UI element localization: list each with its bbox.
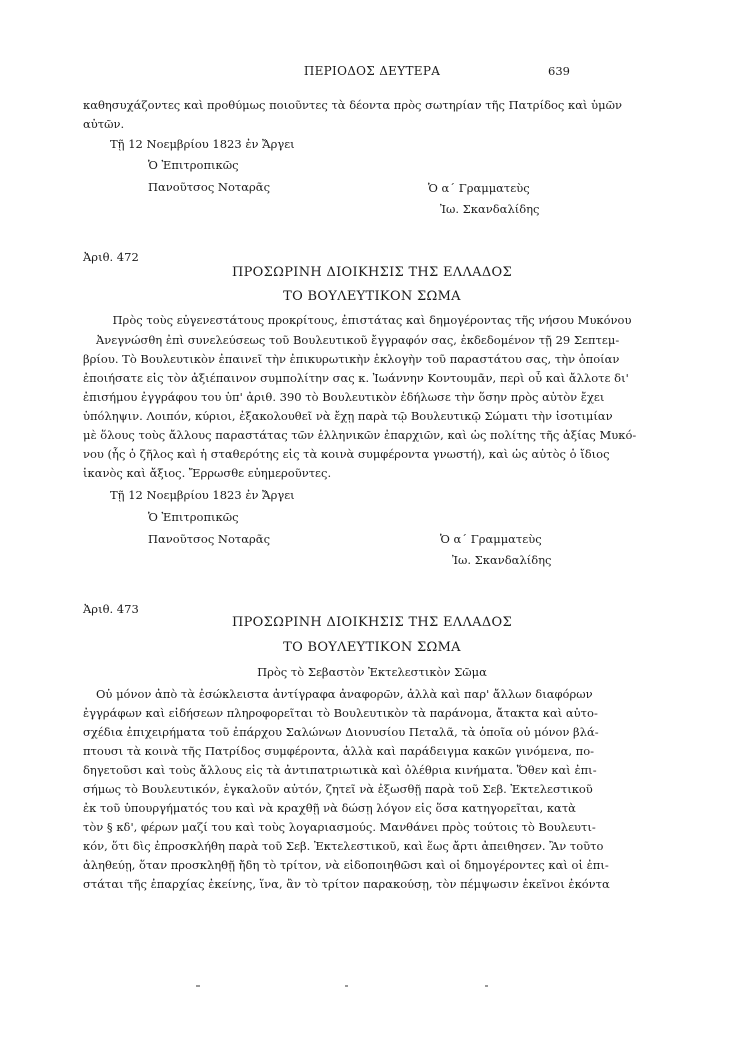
document-heading: ΠΡΟΣΩΡΙΝΗ ΔΙΟΙΚΗΣΙΣ ΤΗΣ ΕΛΛΑΔΟΣ <box>232 615 512 630</box>
document-number: Ἀριθ. 473 <box>83 602 139 616</box>
body-line: Οὐ μόνον ἀπὸ τὰ ἐσώκλειστα ἀντίγραφα ἀναφορῶν, ἀλλὰ καὶ παρ' ἄλλων διαφόρων <box>96 687 593 701</box>
body-line: Ἀνεγνώσθη ἐπὶ συνελεύσεως τοῦ Βουλευτικοῦ ἔγγραφόν σας, ἐκδεδομένον τῇ 29 Σεπτεμ- <box>96 333 620 347</box>
scan-mark <box>345 985 348 987</box>
signature-left-title: Ὁ Ἐπιτροπικῶς <box>148 510 239 524</box>
scan-mark <box>196 985 200 987</box>
scan-mark <box>485 985 488 987</box>
body-line: καθησυχάζοντες καὶ προθύμως ποιοῦντες τὰ δέοντα πρὸς σωτηρίαν τῆς Πατρίδος καὶ ὑμῶν <box>83 98 622 112</box>
signature-left-name: Πανοῦτσος Νοταρᾶς <box>148 532 271 546</box>
dateline: Τῇ 12 Νοεμβρίου 1823 ἐν Ἄργει <box>110 488 295 502</box>
dateline: Τῇ 12 Νοεμβρίου 1823 ἐν Ἄργει <box>110 137 295 151</box>
body-line: στάται τῆς ἐπαρχίας ἐκείνης, ἵνα, ἂν τὸ τρίτον παρακούσῃ, τὸν πέμψωσιν ἐκεῖνοι ἐκόντα <box>83 877 610 891</box>
body-line: δηγετοῦσι καὶ τοὺς ἄλλους εἰς τὰ ἀντιπατριωτικὰ καὶ ὀλέθρια κινήματα. Ὅθεν καὶ ἐπι- <box>83 763 597 777</box>
body-line: αὐτῶν. <box>83 117 125 131</box>
document-subheading: ΤΟ ΒΟΥΛΕΥΤΙΚΟΝ ΣΩΜΑ <box>283 289 461 304</box>
body-line: πτουσι τὰ κοινὰ τῆς Πατρίδος συμφέροντα, ἀλλὰ καὶ παράδειγμα κακῶν γινόμενα, πο- <box>83 744 595 758</box>
body-line: σχέδια ἐπιχειρήματα τοῦ ἐπάρχου Σαλώνων Διονυσίου Πεταλᾶ, τὰ ὁποῖα οὐ μόνον βλά- <box>83 725 599 739</box>
body-line: νου (ἧς ὁ ζῆλος καὶ ἡ σταθερότης εἰς τὰ κοινὰ συμφέροντα γνωστή), καὶ ὡς αὐτὸς ὁ ἴδιος <box>83 447 610 461</box>
signature-right-name: Ἰω. Σκανδαλίδης <box>452 553 552 567</box>
page-number: 639 <box>548 64 570 78</box>
document-number: Ἀριθ. 472 <box>83 250 139 264</box>
body-line: βρίου. Τὸ Βουλευτικὸν ἐπαινεῖ τὴν ἐπικυρωτικὴν ἐκλογὴν τοῦ παραστάτου σας, τὴν ὁποίαν <box>83 352 620 366</box>
signature-right-title: Ὁ α΄ Γραμματεὺς <box>428 181 530 195</box>
signature-left-title: Ὁ Ἐπιτροπικῶς <box>148 158 239 172</box>
body-line: ἐπισήμου ἐγγράφου του ὑπ' ἀριθ. 390 τὸ Βουλευτικὸν ἐδήλωσε τὴν ὅσην πρὸς αὐτὸν ἔχει <box>83 390 605 404</box>
body-line: ἀληθεύῃ, ὅταν προσκληθῇ ἤδη τὸ τρίτον, νὰ εἰδοποιηθῶσι καὶ οἱ δημογέροντες καὶ οἱ ἐπι- <box>83 858 609 872</box>
body-line: τὸν § κδ', φέρων μαζί του καὶ τοὺς λογαριασμούς. Μανθάνει πρὸς τούτοις τὸ Βουλευτι- <box>83 820 596 834</box>
body-line: σήμως τὸ Βουλευτικόν, ἐγκαλοῦν αὐτόν, ζητεῖ νὰ ἐξωσθῇ παρὰ τοῦ Σεβ. Ἐκτελεστικοῦ <box>83 782 593 796</box>
body-line: κόν, ὅτι δὶς ἐπροσκλήθη παρὰ τοῦ Σεβ. Ἐκτελεστικοῦ, καὶ ἕως ἄρτι ἀπειθησεν. Ἂν τοῦτο <box>83 839 604 853</box>
body-line: ὑπόληψιν. Λοιπόν, κύριοι, ἐξακολουθεῖ νὰ ἔχῃ παρὰ τῷ Βουλευτικῷ Σώματι τὴν ἰσοτιμίαν <box>83 409 613 423</box>
addressee: Πρὸς τὸ Σεβαστὸν Ἐκτελεστικὸν Σῶμα <box>257 665 487 679</box>
addressee: Πρὸς τοὺς εὐγενεστάτους προκρίτους, ἐπιστάτας καὶ δημογέροντας τῆς νήσου Μυκόνου <box>112 313 632 327</box>
document-subheading: ΤΟ ΒΟΥΛΕΥΤΙΚΟΝ ΣΩΜΑ <box>283 640 461 655</box>
signature-left-name: Πανοῦτσος Νοταρᾶς <box>148 180 271 194</box>
body-line: ἐποιήσατε εἰς τὸν ἀξιέπαινον συμπολίτην σας κ. Ἰωάννην Κοντουμᾶν, περὶ οὗ καὶ ἄλλοτε δι' <box>83 371 629 385</box>
signature-right-name: Ἰω. Σκανδαλίδης <box>440 202 540 216</box>
body-line: ἐγγράφων καὶ εἰδήσεων πληροφορεῖται τὸ Βουλευτικὸν τὰ παράνομα, ἄτακτα καὶ αὐτο- <box>83 706 598 720</box>
signature-right-title: Ὁ α΄ Γραμματεὺς <box>440 532 542 546</box>
body-line: μὲ ὅλους τοὺς ἄλλους παραστάτας τῶν ἑλληνικῶν ἐπαρχιῶν, καὶ ὡς πολίτης τῆς ἀξίας Μυκό- <box>83 428 637 442</box>
document-heading: ΠΡΟΣΩΡΙΝΗ ΔΙΟΙΚΗΣΙΣ ΤΗΣ ΕΛΛΑΔΟΣ <box>232 265 512 280</box>
body-line: ἐκ τοῦ ὑπουργήματός του καὶ νὰ κραχθῇ νὰ δώσῃ λόγον εἰς ὅσα κατηγορεῖται, κατὰ <box>83 801 576 815</box>
running-title: ΠΕΡΙΟΔΟΣ ΔΕΥΤΕΡΑ <box>303 64 441 78</box>
body-line: ἱκανὸς καὶ ἄξιος. Ἔρρωσθε εὐημεροῦντες. <box>83 466 332 480</box>
